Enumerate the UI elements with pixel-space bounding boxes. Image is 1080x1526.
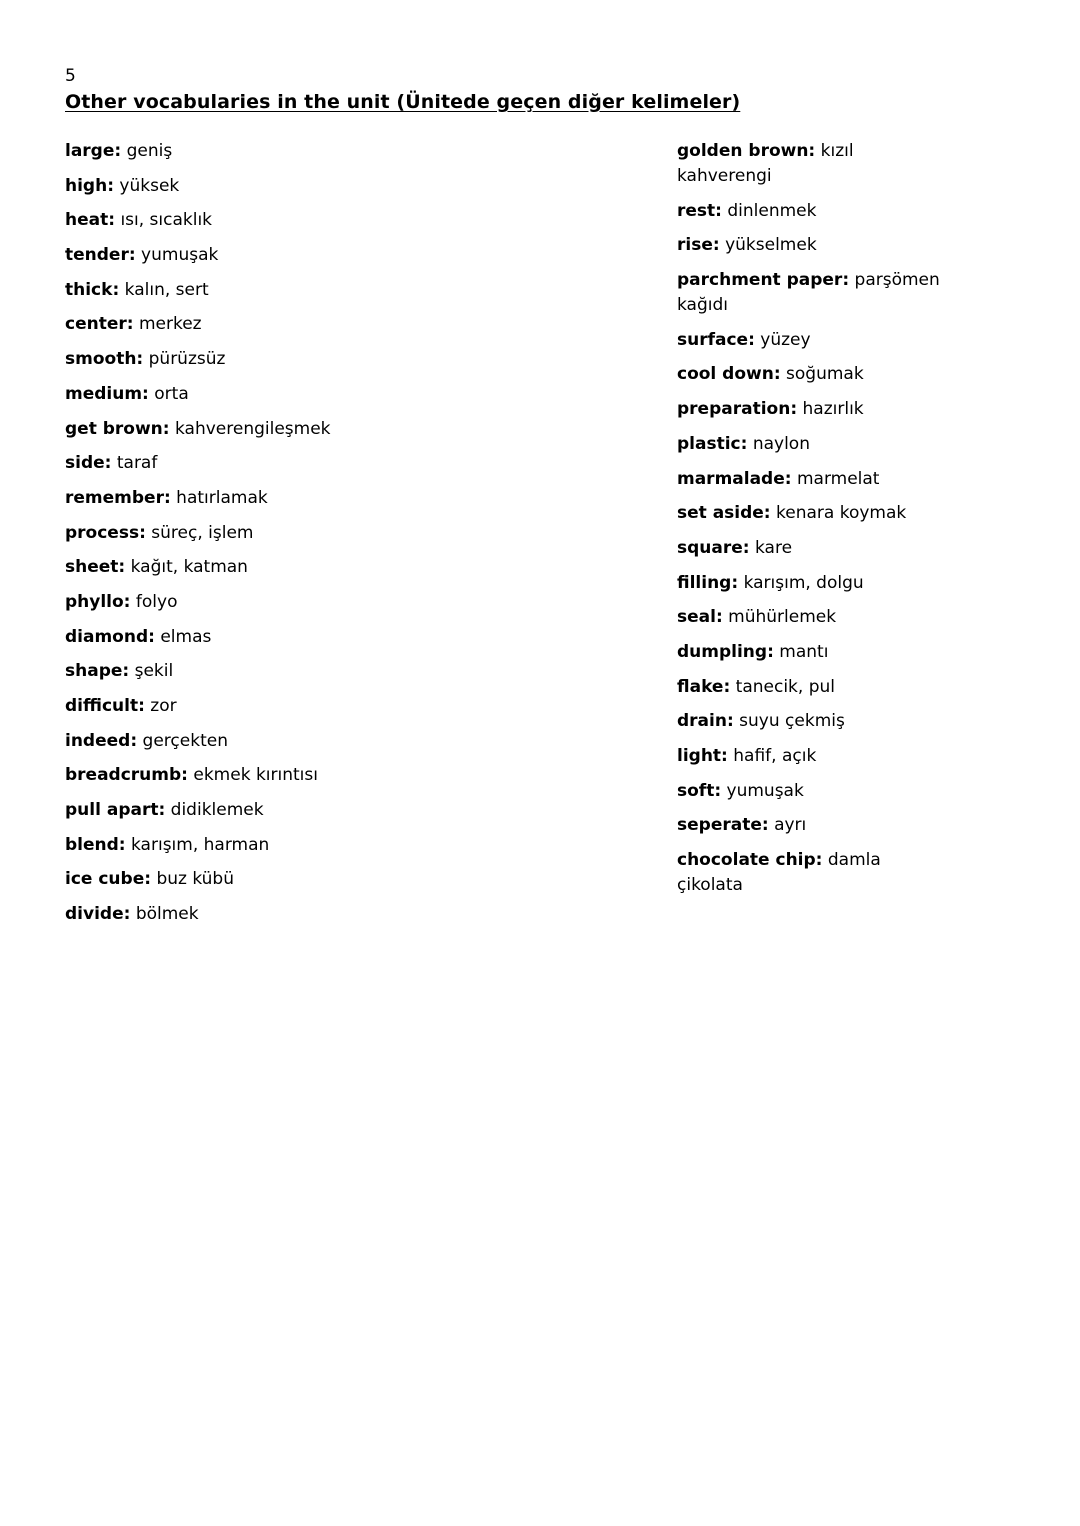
vocabulary-term: flake: (677, 676, 731, 697)
vocabulary-meaning: buz kübü (156, 869, 234, 890)
vocabulary-term: plastic: (677, 433, 748, 454)
vocabulary-meaning: hatırlamak (176, 487, 268, 508)
vocabulary-term: chocolate chip: (677, 850, 823, 871)
page-number: 5 (65, 66, 76, 86)
vocabulary-term: square: (677, 537, 750, 558)
vocabulary-term: dumpling: (677, 641, 774, 662)
vocabulary-term: heat: (65, 210, 116, 231)
vocabulary-term: preparation: (677, 399, 798, 420)
vocabulary-term: parchment paper: (677, 270, 850, 291)
vocabulary-term: seperate: (677, 815, 769, 836)
vocabulary-entry (677, 536, 947, 561)
vocabulary-meaning: kalın, sert (124, 279, 209, 300)
vocabulary-term: medium: (65, 383, 149, 404)
vocabulary-entry (677, 571, 947, 596)
vocabulary-term: sheet: (65, 557, 126, 578)
vocabulary-entry (65, 451, 625, 476)
vocabulary-entry (65, 382, 625, 407)
vocabulary-entry (677, 848, 947, 898)
vocabulary-meaning: kenara koymak (776, 503, 907, 524)
vocabulary-entry (677, 397, 947, 422)
vocabulary-entry (677, 268, 947, 318)
vocabulary-meaning: elmas (160, 626, 212, 647)
vocabulary-entry (65, 798, 625, 823)
vocabulary-meaning: bölmek (135, 904, 199, 925)
vocabulary-meaning: damla çikolata (677, 850, 881, 896)
vocabulary-entry (65, 694, 625, 719)
vocabulary-meaning: karışım, dolgu (743, 572, 864, 593)
vocabulary-meaning: yükselmek (725, 235, 817, 256)
vocabulary-entry (677, 640, 947, 665)
vocabulary-term: rise: (677, 235, 720, 256)
vocabulary-term: get brown: (65, 418, 170, 439)
vocabulary-term: difficult: (65, 696, 145, 716)
vocabulary-term: soft: (677, 780, 722, 801)
vocabulary-meaning: marmelat (796, 468, 880, 489)
vocabulary-meaning: tanecik, pul (735, 676, 835, 697)
vocabulary-meaning: ayrı (774, 815, 807, 836)
vocabulary-entry (65, 729, 625, 754)
vocabulary-meaning: suyu çekmiş (739, 711, 845, 732)
vocabulary-entry (65, 486, 625, 511)
vocabulary-entry (65, 208, 625, 233)
vocabulary-entry (65, 139, 625, 164)
vocabulary-meaning: hafif, açık (733, 746, 817, 766)
vocabulary-meaning: mantı (779, 641, 829, 662)
vocabulary-term: phyllo: (65, 591, 131, 612)
vocabulary-term: diamond: (65, 626, 155, 647)
vocabulary-meaning: ekmek kırıntısı (193, 765, 318, 786)
vocabulary-term: filling: (677, 572, 739, 593)
vocabulary-entry (65, 417, 625, 442)
vocabulary-meaning: yüzey (760, 329, 811, 350)
vocabulary-term: drain: (677, 711, 734, 732)
vocabulary-term: cool down: (677, 364, 781, 385)
vocabulary-meaning: kahverengileşmek (175, 418, 331, 439)
vocabulary-term: set aside: (677, 503, 771, 524)
vocabulary-meaning: yumuşak (726, 780, 804, 801)
vocabulary-entry (65, 312, 625, 337)
vocabulary-meaning: kağıt, katman (130, 557, 248, 578)
vocabulary-entry (65, 521, 625, 546)
vocabulary-term: blend: (65, 834, 126, 855)
vocabulary-term: rest: (677, 200, 722, 221)
vocabulary-entry (677, 362, 947, 387)
vocabulary-entry (677, 139, 947, 189)
vocabulary-term: remember: (65, 487, 171, 508)
vocabulary-meaning: soğumak (786, 364, 864, 385)
vocabulary-entry (65, 278, 625, 303)
vocabulary-entry (65, 833, 625, 858)
vocabulary-term: smooth: (65, 349, 144, 370)
vocabulary-entry (677, 709, 947, 734)
vocabulary-term: tender: (65, 245, 136, 266)
vocabulary-entry (677, 432, 947, 457)
vocabulary-entry (677, 199, 947, 224)
vocabulary-meaning: hazırlık (802, 399, 864, 420)
vocabulary-entry (677, 501, 947, 526)
vocabulary-entry (65, 555, 625, 580)
vocabulary-term: indeed: (65, 730, 138, 751)
vocabulary-meaning: süreç, işlem (151, 522, 254, 543)
vocabulary-entry (65, 347, 625, 372)
vocabulary-entry (677, 605, 947, 630)
vocabulary-meaning: şekil (134, 661, 174, 682)
vocabulary-entry (65, 659, 625, 684)
vocabulary-entry (65, 625, 625, 650)
vocabulary-entry (677, 779, 947, 804)
vocabulary-meaning: didiklemek (170, 800, 264, 821)
vocabulary-meaning: pürüzsüz (148, 349, 226, 370)
vocabulary-term: golden brown: (677, 141, 816, 161)
vocabulary-meaning: geniş (126, 141, 173, 161)
vocabulary-meaning: orta (154, 383, 189, 404)
vocabulary-entry (65, 590, 625, 615)
vocabulary-term: side: (65, 453, 112, 474)
vocabulary-entry (677, 744, 947, 769)
vocabulary-entry (65, 902, 625, 927)
vocabulary-meaning: yüksek (119, 175, 180, 196)
vocabulary-term: large: (65, 141, 122, 161)
vocabulary-meaning: zor (150, 696, 177, 716)
vocabulary-meaning: merkez (138, 314, 202, 335)
vocabulary-term: thick: (65, 279, 120, 300)
vocabulary-list-left (65, 139, 625, 937)
vocabulary-entry (65, 243, 625, 268)
vocabulary-entry (677, 813, 947, 838)
vocabulary-meaning: ısı, sıcaklık (120, 210, 213, 231)
vocabulary-list-right (677, 139, 947, 908)
page-title: Other vocabularies in the unit (Ünitede geçen diğer kelimeler) (65, 91, 741, 113)
vocabulary-term: marmalade: (677, 468, 792, 489)
vocabulary-term: process: (65, 522, 146, 543)
vocabulary-entry (677, 328, 947, 353)
vocabulary-meaning: yumuşak (141, 245, 219, 266)
vocabulary-term: shape: (65, 661, 130, 682)
vocabulary-meaning: gerçekten (142, 730, 228, 751)
vocabulary-term: pull apart: (65, 800, 166, 821)
vocabulary-term: breadcrumb: (65, 765, 188, 786)
vocabulary-meaning: karışım, harman (131, 834, 270, 855)
vocabulary-meaning: folyo (135, 591, 178, 612)
vocabulary-meaning: mühürlemek (728, 607, 837, 628)
vocabulary-meaning: taraf (116, 453, 158, 474)
vocabulary-entry (65, 867, 625, 892)
vocabulary-term: ice cube: (65, 869, 152, 890)
vocabulary-term: seal: (677, 607, 723, 628)
vocabulary-meaning: kızıl kahverengi (677, 141, 854, 186)
vocabulary-term: surface: (677, 329, 755, 350)
vocabulary-meaning: naylon (752, 433, 810, 454)
vocabulary-entry (65, 763, 625, 788)
vocabulary-term: light: (677, 746, 728, 766)
vocabulary-entry (677, 467, 947, 492)
vocabulary-term: center: (65, 314, 134, 335)
vocabulary-meaning: kare (754, 537, 793, 558)
vocabulary-term: high: (65, 175, 114, 196)
vocabulary-meaning: parşömen kağıdı (677, 270, 940, 316)
vocabulary-term: divide: (65, 904, 131, 925)
vocabulary-entry (677, 233, 947, 258)
vocabulary-entry (677, 675, 947, 700)
vocabulary-meaning: dinlenmek (727, 200, 817, 221)
vocabulary-entry (65, 174, 625, 199)
